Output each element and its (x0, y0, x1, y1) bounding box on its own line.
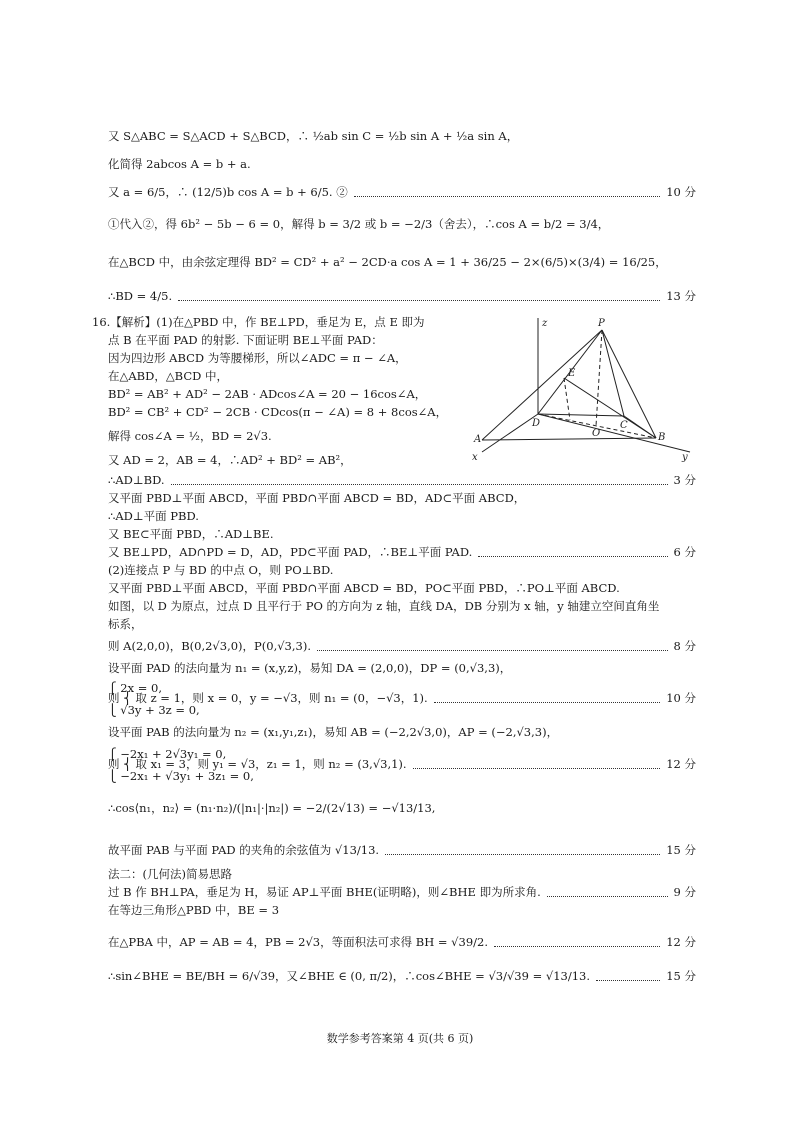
text-line: 过 B 作 BH⊥PA，垂足为 H，易证 AP⊥平面 BHE(证明略)，则∠BHE 即为所求角. (108, 885, 541, 899)
text-line: (2)连接点 P 与 BD 的中点 O，则 PO⊥BD. (108, 563, 334, 577)
leader-dots (317, 642, 668, 651)
scored-line (108, 472, 696, 488)
leader-dots (354, 188, 660, 197)
segment-eh (564, 378, 570, 420)
text-line: 又平面 PBD⊥平面 ABCD，平面 PBD∩平面 ABCD = BD，PO⊂平面 PBD，∴PO⊥平面 ABCD. (108, 581, 620, 595)
leader-dots (178, 292, 660, 301)
text-line: 又 BE⊥PD，AD∩PD = D，AD，PD⊂平面 PAD，∴BE⊥平面 PAD. (108, 545, 473, 559)
label-d: D (532, 418, 541, 429)
leader-dots (413, 760, 661, 769)
edge-pa (482, 330, 602, 440)
text-line: 在△ABD，△BCD 中， (108, 369, 229, 383)
text-line: 标系， (108, 617, 143, 631)
page-footer: 数学参考答案第 4 页(共 6 页) (326, 1032, 474, 1045)
score: 12 分 (666, 935, 696, 949)
system-line: ⎩ −2x₁ + √3y₁ + 3z₁ = 0, (108, 769, 254, 783)
x-axis (482, 414, 541, 452)
text-line: 又 AD = 2，AB = 4，∴AD² + BD² = AB²， (108, 453, 352, 467)
score: 15 分 (666, 969, 696, 983)
text-line: ∴cos⟨n₁，n₂⟩ = (n₁·n₂)/(|n₁|·|n₂|) = −2/(2√13) = −√13/13, (108, 801, 436, 815)
label-a: A (474, 434, 482, 445)
edge-ab (482, 438, 656, 440)
text-line: 则 ⎨ 取 z = 1，则 x = 0，y = −√3，则 n₁ = (0，−√3，1). (108, 691, 428, 705)
label-o: O (592, 428, 601, 439)
text-line: 在△BCD 中，由余弦定理得 BD² = CD² + a² − 2CD·a cos A = 1 + 36/25 − 2×(6/5)×(3/4) = 16/25， (108, 255, 667, 269)
label-z: z (542, 318, 548, 329)
text-line: 则 ⎨ 取 x₁ = 3，则 y₁ = √3，z₁ = 1，则 n₂ = (3,√3,1). (108, 757, 407, 771)
leader-dots (171, 476, 668, 485)
text-line: 在△PBA 中，AP = AB = 4，PB = 2√3，等面积法可求得 BH = √39/2. (108, 935, 488, 949)
text-line: 又平面 PBD⊥平面 ABCD，平面 PBD∩平面 ABCD = BD，AD⊂平面 ABCD， (108, 491, 526, 505)
edge-dc (538, 414, 624, 416)
text-line: 又 BE⊂平面 PBD，∴AD⊥BE. (108, 527, 274, 541)
score: 10 分 (666, 691, 696, 705)
leader-dots (596, 972, 660, 981)
score: 12 分 (666, 757, 696, 771)
score: 6 分 (673, 545, 696, 559)
text-line: ①代入②，得 6b² − 5b − 6 = 0，解得 b = 3/2 或 b = −2/3（舍去），∴cos A = b/2 = 3/4， (108, 217, 610, 231)
label-c: C (620, 420, 628, 431)
question-header: 16.【解析】(1)在△PBD 中，作 BE⊥PD，垂足为 E，点 E 即为 (92, 315, 425, 329)
text-line: 因为四边形 ABCD 为等腰梯形，所以∠ADC = π − ∠A， (108, 351, 407, 365)
text-line: ∴sin∠BHE = BE/BH = 6/√39，又∠BHE ∈ (0, π/2)，∴cos∠BHE = √3/√39 = √13/13. (108, 969, 591, 983)
text-line: 解得 cos∠A = ½，BD = 2√3. (108, 429, 272, 443)
leader-dots (494, 938, 660, 947)
text-line: 点 B 在平面 PAD 的射影. 下面证明 BE⊥平面 PAD： (108, 333, 383, 347)
score: 13 分 (666, 289, 696, 303)
text-line: ∴AD⊥平面 PBD. (108, 509, 199, 523)
text-line: 又 S△ABC = S△ACD + S△BCD，∴ ½ab sin C = ½b sin A + ½a sin A， (108, 129, 519, 143)
label-e: E (568, 368, 576, 379)
scored-line (108, 884, 696, 900)
y-axis (538, 414, 690, 452)
text-line: 法二：(几何法)简易思路 (108, 867, 232, 881)
score: 10 分 (666, 185, 696, 199)
text-line: 又 a = 6/5，∴ (12/5)b cos A = b + 6/5. ② (108, 185, 348, 199)
text-line: 故平面 PAB 与平面 PAD 的夹角的余弦值为 √13/13. (108, 843, 380, 857)
score: 15 分 (666, 843, 696, 857)
label-p: P (598, 318, 605, 329)
leader-dots (478, 548, 667, 557)
segment-po (596, 330, 602, 426)
leader-dots (547, 888, 668, 897)
scored-line (108, 638, 696, 654)
scored-line (108, 544, 696, 560)
scored-line (108, 842, 696, 858)
score: 9 分 (673, 885, 696, 899)
label-x: x (472, 452, 478, 462)
leader-dots (385, 846, 660, 855)
system-line: ⎧ 2x = 0, (108, 681, 163, 695)
text-line: ∴BD = 4/5. (108, 289, 173, 303)
edge-pc (602, 330, 624, 416)
scored-line (108, 934, 696, 950)
system-line: ⎩ √3y + 3z = 0, (108, 703, 200, 717)
score: 8 分 (673, 639, 696, 653)
pyramid-diagram (468, 312, 700, 462)
text-line: BD² = CB² + CD² − 2CB · CDcos(π − ∠A) = 8 + 8cos∠A， (108, 405, 448, 419)
label-b: B (658, 432, 666, 443)
scored-line (108, 184, 696, 200)
text-line: 化简得 2abcos A = b + a. (108, 157, 251, 171)
scored-line (108, 968, 696, 984)
scored-line (108, 288, 696, 304)
system-line: ⎧ −2x₁ + 2√3y₁ = 0, (108, 747, 227, 761)
text-line: 在等边三角形△PBD 中，BE = 3 (108, 903, 280, 917)
label-y: y (682, 452, 688, 462)
score: 3 分 (673, 473, 696, 487)
text-line: 如图，以 D 为原点，过点 D 且平行于 PO 的方向为 z 轴，直线 DA，DB 分别为 x 轴，y 轴建立空间直角坐 (108, 599, 660, 613)
text-line: 设平面 PAD 的法向量为 n₁ = (x,y,z)，易知 DA = (2,0,0)，DP = (0,√3,3)， (108, 661, 512, 675)
text-line: 则 A(2,0,0)，B(0,2√3,0)，P(0,√3,3). (108, 639, 311, 653)
leader-dots (434, 694, 661, 703)
text-line: 设平面 PAB 的法向量为 n₂ = (x₁,y₁,z₁)，易知 AB = (−2,2√3,0)，AP = (−2,√3,3)， (108, 725, 559, 739)
text-line: BD² = AB² + AD² − 2AB · ADcos∠A = 20 − 16cos∠A， (108, 387, 427, 401)
edge-pb (602, 330, 656, 438)
text-line: ∴AD⊥BD. (108, 473, 165, 487)
